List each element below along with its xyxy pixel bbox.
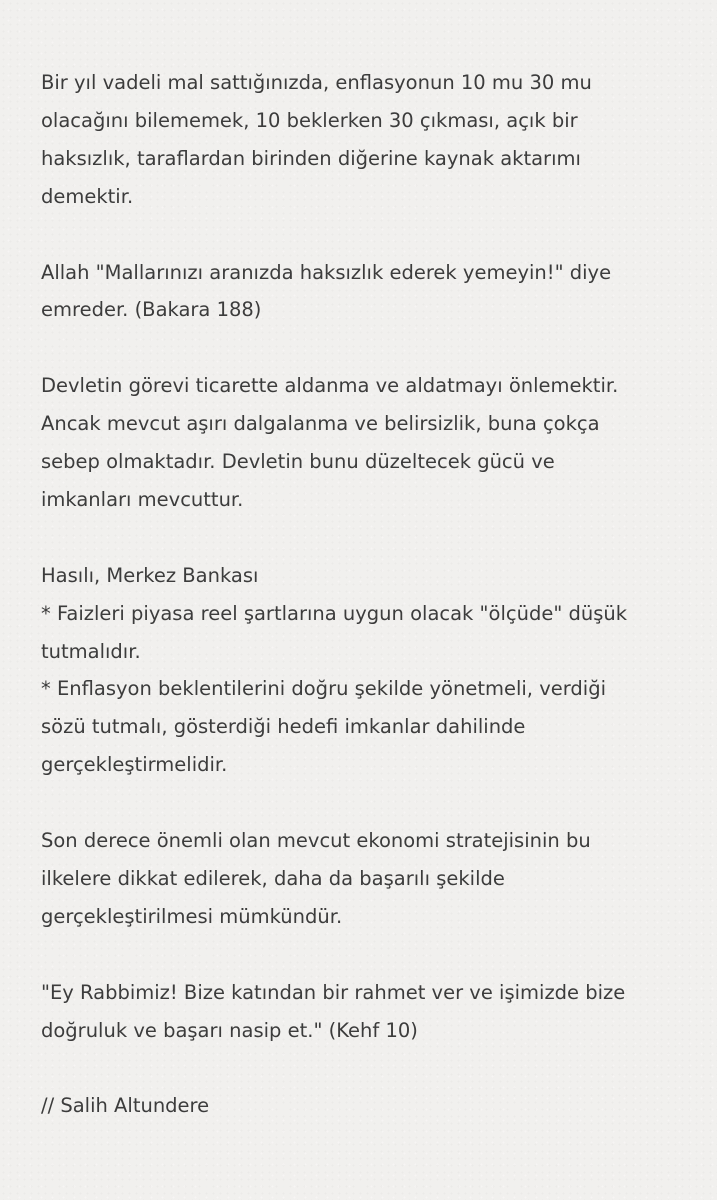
list-item-line: gerçekleştirmelidir. bbox=[41, 753, 228, 777]
text-line: sebep olmaktadır. Devletin bunu düzeltecek gücü ve bbox=[41, 450, 555, 474]
list-item-line: * Enflasyon beklentilerini doğru şekilde yönetmeli, verdiği bbox=[41, 677, 606, 701]
paragraph-inflation-uncertainty bbox=[41, 64, 681, 216]
text-line: doğruluk ve başarı nasip et." (Kehf 10) bbox=[41, 1018, 418, 1042]
text-line: demektir. bbox=[41, 184, 134, 208]
text-line: olacağını bilememek, 10 beklerken 30 çıkması, açık bir bbox=[41, 108, 578, 132]
paragraph-gap bbox=[41, 519, 681, 557]
paragraph-central-bank-list bbox=[41, 557, 681, 784]
paragraph-prayer bbox=[41, 974, 681, 1050]
paragraph-gap bbox=[41, 329, 681, 367]
paragraph-gap bbox=[41, 936, 681, 974]
paragraph-gap bbox=[41, 216, 681, 254]
list-item-line: * Faizleri piyasa reel şartlarına uygun olacak "ölçüde" düşük bbox=[41, 601, 628, 625]
paragraph-strategy bbox=[41, 822, 681, 936]
text-line: Allah "Mallarınızı aranızda haksızlık ederek yemeyin!" diye bbox=[41, 260, 612, 284]
paragraph-verse-quote bbox=[41, 254, 681, 330]
paragraph-state-duty bbox=[41, 367, 681, 519]
text-line: ilkelere dikkat edilerek, daha da başarılı şekilde bbox=[41, 866, 505, 890]
text-line: Bir yıl vadeli mal sattığınızda, enflasyonun 10 mu 30 mu bbox=[41, 71, 592, 94]
text-line: emreder. (Bakara 188) bbox=[41, 298, 262, 322]
text-line: gerçekleştirilmesi mümkündür. bbox=[41, 904, 343, 928]
list-item-line: sözü tutmalı, gösterdiği hedefi imkanlar dahilinde bbox=[41, 715, 526, 739]
paragraph-gap bbox=[41, 784, 681, 822]
text-line: Ancak mevcut aşırı dalgalanma ve belirsizlik, buna çokça bbox=[41, 412, 600, 436]
text-line: Devletin görevi ticarette aldanma ve aldatmayı önlemektir. bbox=[41, 374, 619, 398]
text-line: haksızlık, taraflardan birinden diğerine kaynak aktarımı bbox=[41, 146, 581, 170]
list-item-line: tutmalıdır. bbox=[41, 639, 141, 663]
text-line: Hasılı, Merkez Bankası bbox=[41, 563, 259, 587]
author-signature: // Salih Altundere bbox=[41, 1094, 210, 1118]
text-line: Son derece önemli olan mevcut ekonomi stratejisinin bu bbox=[41, 829, 591, 853]
text-line: "Ey Rabbimiz! Bize katından bir rahmet ver ve işimizde bize bbox=[41, 980, 626, 1004]
paragraph-gap bbox=[41, 1049, 681, 1087]
text-line: imkanları mevcuttur. bbox=[41, 487, 244, 511]
signature-line bbox=[41, 1087, 681, 1125]
